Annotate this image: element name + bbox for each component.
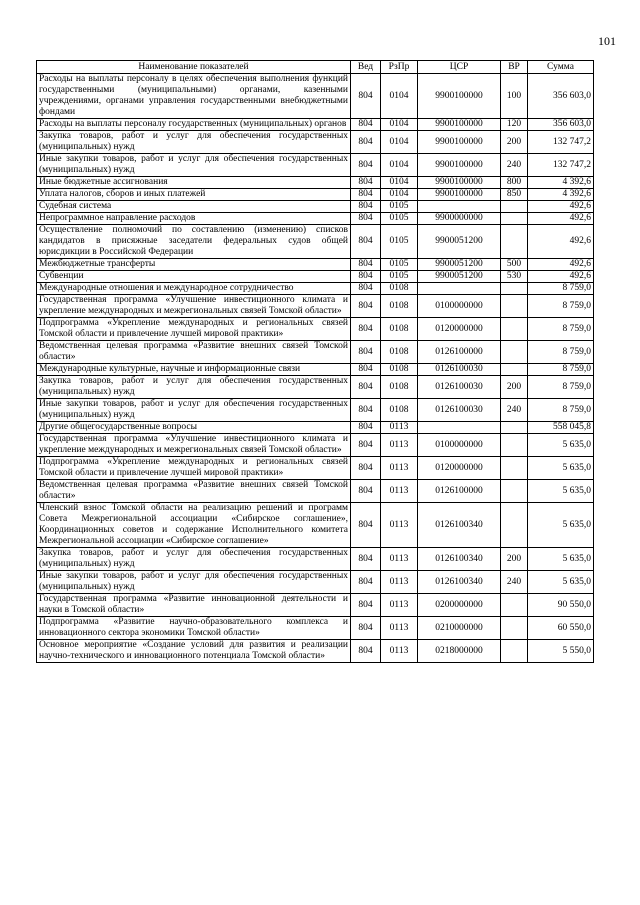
ved-cell: 804: [351, 213, 381, 225]
ved-cell: 804: [351, 295, 381, 318]
rzpr-cell: 0104: [381, 131, 418, 154]
name-cell: Межбюджетные трансферты: [37, 259, 351, 271]
name-cell: Осуществление полномочий по составлению (изменению) списков кандидатов в присяжные заседатели федеральных судов общей юрисдикции в Российской Федерации: [37, 225, 351, 259]
name-cell: Иные закупки товаров, работ и услуг для обеспечения государственных (муниципальных) нужд: [37, 571, 351, 594]
csr-cell: 9900100000: [418, 189, 501, 201]
sum-cell: 356 603,0: [528, 119, 594, 131]
name-cell: Иные бюджетные ассигнования: [37, 177, 351, 189]
rzpr-cell: 0113: [381, 571, 418, 594]
rzpr-cell: 0113: [381, 640, 418, 663]
header-rzpr: РзПр: [381, 61, 418, 74]
name-cell: Подпрограмма «Укрепление международных и региональных связей Томской области и привлечение лучшей мировой практики»: [37, 457, 351, 480]
table-row: [37, 399, 594, 422]
table-row: [37, 376, 594, 399]
name-cell: Закупка товаров, работ и услуг для обеспечения государственных (муниципальных) нужд: [37, 131, 351, 154]
table-row: [37, 457, 594, 480]
sum-cell: 5 635,0: [528, 480, 594, 503]
csr-cell: 9900100000: [418, 131, 501, 154]
csr-cell: 9900100000: [418, 154, 501, 177]
rzpr-cell: 0104: [381, 119, 418, 131]
rzpr-cell: 0104: [381, 177, 418, 189]
rzpr-cell: 0113: [381, 617, 418, 640]
sum-cell: 5 635,0: [528, 571, 594, 594]
vr-cell: 120: [501, 119, 528, 131]
name-cell: Расходы на выплаты персоналу государственных (муниципальных) органов: [37, 119, 351, 131]
sum-cell: 8 759,0: [528, 283, 594, 295]
csr-cell: 0126100340: [418, 503, 501, 548]
table-row: [37, 341, 594, 364]
csr-cell: 0126100000: [418, 480, 501, 503]
vr-cell: [501, 480, 528, 503]
ved-cell: 804: [351, 434, 381, 457]
name-cell: Закупка товаров, работ и услуг для обеспечения государственных (муниципальных) нужд: [37, 548, 351, 571]
header-vr: ВР: [501, 61, 528, 74]
sum-cell: 492,6: [528, 201, 594, 213]
rzpr-cell: 0108: [381, 283, 418, 295]
csr-cell: 0126100340: [418, 571, 501, 594]
table-row: [37, 131, 594, 154]
sum-cell: 8 759,0: [528, 295, 594, 318]
vr-cell: [501, 364, 528, 376]
vr-cell: [501, 295, 528, 318]
name-cell: Иные закупки товаров, работ и услуг для обеспечения государственных (муниципальных) нужд: [37, 154, 351, 177]
csr-cell: 0218000000: [418, 640, 501, 663]
table-row: [37, 480, 594, 503]
ved-cell: 804: [351, 457, 381, 480]
name-cell: Субвенции: [37, 271, 351, 283]
name-cell: Государственная программа «Развитие инновационной деятельности и науки в Томской области»: [37, 594, 351, 617]
rzpr-cell: 0104: [381, 189, 418, 201]
sum-cell: 5 635,0: [528, 434, 594, 457]
table-row: [37, 74, 594, 119]
csr-cell: 9900000000: [418, 213, 501, 225]
csr-cell: [418, 283, 501, 295]
rzpr-cell: 0113: [381, 503, 418, 548]
vr-cell: [501, 422, 528, 434]
table-row: [37, 271, 594, 283]
vr-cell: 100: [501, 74, 528, 119]
vr-cell: [501, 225, 528, 259]
vr-cell: [501, 201, 528, 213]
table-row: [37, 154, 594, 177]
rzpr-cell: 0105: [381, 271, 418, 283]
table-row: [37, 119, 594, 131]
vr-cell: [501, 318, 528, 341]
csr-cell: 0120000000: [418, 457, 501, 480]
table-header-row: [37, 61, 594, 74]
vr-cell: [501, 617, 528, 640]
rzpr-cell: 0105: [381, 259, 418, 271]
ved-cell: 804: [351, 119, 381, 131]
table-row: [37, 295, 594, 318]
name-cell: Членский взнос Томской области на реализацию решений и программ Совета Межрегиональной ассоциации «Сибирское соглашение», Координационных советов и содержание Исполнительного комитета Межрегиональной ассоциации «Сибирское соглашение»: [37, 503, 351, 548]
name-cell: Государственная программа «Улучшение инвестиционного климата и укрепление международных и межрегиональных связей Томской области»: [37, 295, 351, 318]
sum-cell: 8 759,0: [528, 376, 594, 399]
table-row: [37, 640, 594, 663]
name-cell: Уплата налогов, сборов и иных платежей: [37, 189, 351, 201]
ved-cell: 804: [351, 364, 381, 376]
table-row: [37, 434, 594, 457]
name-cell: Расходы на выплаты персоналу в целях обеспечения выполнения функций государственными (муниципальными) органами, казенными учреждениями, органами управления государственными внебюджетными фондами: [37, 74, 351, 119]
vr-cell: [501, 434, 528, 457]
rzpr-cell: 0113: [381, 457, 418, 480]
header-csr: ЦСР: [418, 61, 501, 74]
csr-cell: 9900051200: [418, 259, 501, 271]
csr-cell: 9900100000: [418, 74, 501, 119]
ved-cell: 804: [351, 189, 381, 201]
rzpr-cell: 0108: [381, 295, 418, 318]
sum-cell: 8 759,0: [528, 399, 594, 422]
sum-cell: 4 392,6: [528, 177, 594, 189]
ved-cell: 804: [351, 571, 381, 594]
rzpr-cell: 0113: [381, 594, 418, 617]
sum-cell: 5 635,0: [528, 548, 594, 571]
csr-cell: 0126100340: [418, 548, 501, 571]
sum-cell: 5 550,0: [528, 640, 594, 663]
sum-cell: 492,6: [528, 259, 594, 271]
table-row: [37, 259, 594, 271]
name-cell: Основное мероприятие «Создание условий для развития и реализации научно-технического и инновационного потенциала Томской области»: [37, 640, 351, 663]
vr-cell: 240: [501, 571, 528, 594]
name-cell: Государственная программа «Улучшение инвестиционного климата и укрепление международных и межрегиональных связей Томской области»: [37, 434, 351, 457]
header-sum: Сумма: [528, 61, 594, 74]
vr-cell: [501, 341, 528, 364]
name-cell: Ведомственная целевая программа «Развитие внешних связей Томской области»: [37, 480, 351, 503]
rzpr-cell: 0105: [381, 225, 418, 259]
ved-cell: 804: [351, 318, 381, 341]
rzpr-cell: 0113: [381, 422, 418, 434]
csr-cell: 0126100030: [418, 376, 501, 399]
rzpr-cell: 0108: [381, 376, 418, 399]
table-row: [37, 283, 594, 295]
table-row: [37, 364, 594, 376]
ved-cell: 804: [351, 341, 381, 364]
sum-cell: 492,6: [528, 271, 594, 283]
vr-cell: [501, 213, 528, 225]
name-cell: Международные культурные, научные и информационные связи: [37, 364, 351, 376]
vr-cell: 240: [501, 154, 528, 177]
vr-cell: 200: [501, 376, 528, 399]
name-cell: Закупка товаров, работ и услуг для обеспечения государственных (муниципальных) нужд: [37, 376, 351, 399]
table-row: [37, 594, 594, 617]
vr-cell: [501, 503, 528, 548]
ved-cell: 804: [351, 154, 381, 177]
csr-cell: 0100000000: [418, 295, 501, 318]
ved-cell: 804: [351, 617, 381, 640]
ved-cell: 804: [351, 503, 381, 548]
name-cell: Судебная система: [37, 201, 351, 213]
rzpr-cell: 0113: [381, 434, 418, 457]
table-row: [37, 177, 594, 189]
csr-cell: [418, 422, 501, 434]
table-row: [37, 617, 594, 640]
table-row: [37, 213, 594, 225]
vr-cell: 240: [501, 399, 528, 422]
csr-cell: 9900051200: [418, 225, 501, 259]
vr-cell: [501, 640, 528, 663]
csr-cell: 0126100030: [418, 364, 501, 376]
csr-cell: 0200000000: [418, 594, 501, 617]
table-row: [37, 422, 594, 434]
rzpr-cell: 0104: [381, 74, 418, 119]
table-row: [37, 225, 594, 259]
table-row: [37, 571, 594, 594]
rzpr-cell: 0105: [381, 201, 418, 213]
name-cell: Подпрограмма «Развитие научно-образовательного комплекса и инновационного сектора экономики Томской области»: [37, 617, 351, 640]
ved-cell: 804: [351, 283, 381, 295]
ved-cell: 804: [351, 271, 381, 283]
ved-cell: 804: [351, 376, 381, 399]
rzpr-cell: 0113: [381, 480, 418, 503]
ved-cell: 804: [351, 177, 381, 189]
ved-cell: 804: [351, 74, 381, 119]
name-cell: Другие общегосударственные вопросы: [37, 422, 351, 434]
sum-cell: 558 045,8: [528, 422, 594, 434]
name-cell: Ведомственная целевая программа «Развитие внешних связей Томской области»: [37, 341, 351, 364]
rzpr-cell: 0108: [381, 318, 418, 341]
csr-cell: 9900100000: [418, 119, 501, 131]
vr-cell: 500: [501, 259, 528, 271]
vr-cell: 200: [501, 548, 528, 571]
sum-cell: 132 747,2: [528, 131, 594, 154]
csr-cell: 9900100000: [418, 177, 501, 189]
rzpr-cell: 0108: [381, 364, 418, 376]
sum-cell: 60 550,0: [528, 617, 594, 640]
budget-table: [36, 60, 594, 663]
ved-cell: 804: [351, 640, 381, 663]
sum-cell: 5 635,0: [528, 503, 594, 548]
sum-cell: 132 747,2: [528, 154, 594, 177]
sum-cell: 356 603,0: [528, 74, 594, 119]
ved-cell: 804: [351, 422, 381, 434]
table-row: [37, 201, 594, 213]
name-cell: Международные отношения и международное сотрудничество: [37, 283, 351, 295]
csr-cell: 0210000000: [418, 617, 501, 640]
vr-cell: 800: [501, 177, 528, 189]
ved-cell: 804: [351, 225, 381, 259]
table-row: [37, 503, 594, 548]
sum-cell: 8 759,0: [528, 341, 594, 364]
ved-cell: 804: [351, 201, 381, 213]
csr-cell: 0120000000: [418, 318, 501, 341]
sum-cell: 492,6: [528, 225, 594, 259]
csr-cell: 0126100030: [418, 399, 501, 422]
ved-cell: 804: [351, 548, 381, 571]
name-cell: Непрограммное направление расходов: [37, 213, 351, 225]
sum-cell: 90 550,0: [528, 594, 594, 617]
sum-cell: 4 392,6: [528, 189, 594, 201]
table-row: [37, 548, 594, 571]
table-row: [37, 189, 594, 201]
name-cell: Подпрограмма «Укрепление международных и региональных связей Томской области и привлечение лучшей мировой практики»: [37, 318, 351, 341]
sum-cell: 492,6: [528, 213, 594, 225]
csr-cell: [418, 201, 501, 213]
csr-cell: 0100000000: [418, 434, 501, 457]
vr-cell: 200: [501, 131, 528, 154]
page-number: 101: [598, 34, 616, 48]
ved-cell: 804: [351, 594, 381, 617]
rzpr-cell: 0108: [381, 399, 418, 422]
ved-cell: 804: [351, 131, 381, 154]
vr-cell: [501, 457, 528, 480]
ved-cell: 804: [351, 259, 381, 271]
rzpr-cell: 0105: [381, 213, 418, 225]
table-row: [37, 318, 594, 341]
header-name: Наименование показателей: [37, 61, 351, 74]
rzpr-cell: 0113: [381, 548, 418, 571]
csr-cell: 9900051200: [418, 271, 501, 283]
sum-cell: 8 759,0: [528, 318, 594, 341]
rzpr-cell: 0104: [381, 154, 418, 177]
sum-cell: 5 635,0: [528, 457, 594, 480]
name-cell: Иные закупки товаров, работ и услуг для обеспечения государственных (муниципальных) нужд: [37, 399, 351, 422]
vr-cell: 850: [501, 189, 528, 201]
rzpr-cell: 0108: [381, 341, 418, 364]
csr-cell: 0126100000: [418, 341, 501, 364]
vr-cell: 530: [501, 271, 528, 283]
vr-cell: [501, 594, 528, 617]
header-ved: Вед: [351, 61, 381, 74]
ved-cell: 804: [351, 480, 381, 503]
vr-cell: [501, 283, 528, 295]
table-body: [37, 74, 594, 663]
ved-cell: 804: [351, 399, 381, 422]
sum-cell: 8 759,0: [528, 364, 594, 376]
